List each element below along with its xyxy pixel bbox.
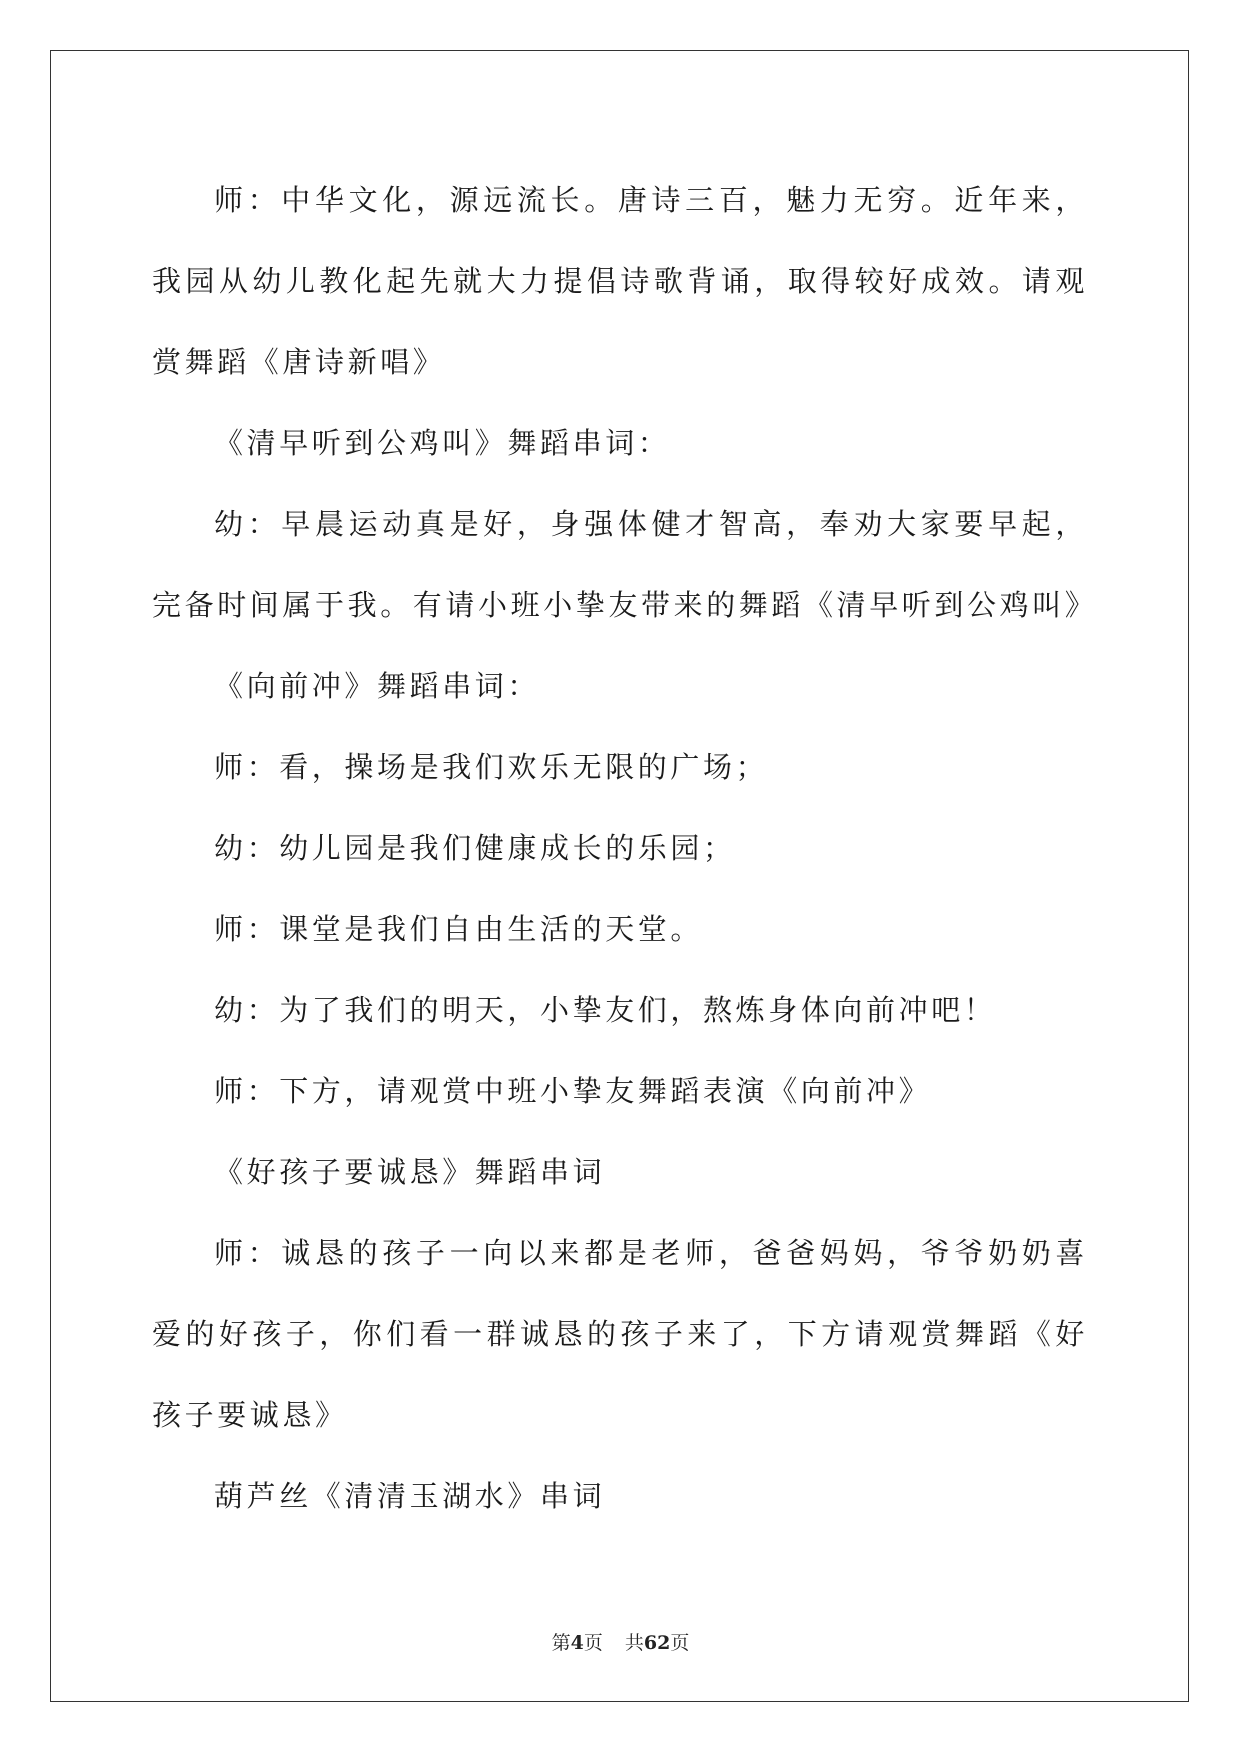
footer-page-word: 页 xyxy=(583,1632,603,1654)
page-footer xyxy=(0,1628,1241,1655)
paragraph-line: 师：下方，请观赏中班小挚友舞蹈表演《向前冲》 xyxy=(214,1074,932,1108)
paragraph-intro-tang-poetry: 师：中华文化，源远流长。唐诗三百，魅力无穷。近年来，我园从幼儿教化起先就大力提倡诗歌背诵，取得较好成效。请观赏舞蹈《唐诗新唱》 xyxy=(152,183,1088,379)
heading-hulusi-piece: 葫芦丝《清清玉湖水》串词 xyxy=(214,1479,606,1513)
footer-total-prefix: 共 xyxy=(624,1632,644,1654)
total-pages-number: 62 xyxy=(643,1632,671,1654)
footer-prefix: 第 xyxy=(551,1632,571,1654)
document-body xyxy=(152,160,1098,1537)
heading-rooster-dance: 《清早听到公鸡叫》舞蹈串词： xyxy=(214,426,671,460)
paragraph-honest-child-dance: 师：诚恳的孩子一向以来都是老师，爸爸妈妈，爷爷奶奶喜爱的好孩子，你们看一群诚恳的孩子来了，下方请观赏舞蹈《好孩子要诚恳》 xyxy=(152,1236,1088,1432)
heading-forward-dance: 《向前冲》舞蹈串词： xyxy=(214,669,541,703)
current-page-number: 4 xyxy=(570,1632,584,1654)
heading-honest-child-dance: 《好孩子要诚恳》舞蹈串词 xyxy=(214,1155,606,1189)
paragraph-line: 幼：幼儿园是我们健康成长的乐园； xyxy=(214,831,736,865)
paragraph-rooster-dance: 幼：早晨运动真是好，身强体健才智高，奉劝大家要早起，完备时间属于我。有请小班小挚友带来的舞蹈《清早听到公鸡叫》 xyxy=(152,507,1098,622)
paragraph-line: 幼：为了我们的明天，小挚友们，熬炼身体向前冲吧！ xyxy=(214,993,997,1027)
paragraph-line: 师：看，操场是我们欢乐无限的广场； xyxy=(214,750,769,784)
paragraph-line: 师：课堂是我们自由生活的天堂。 xyxy=(214,912,704,946)
footer-total-suffix: 页 xyxy=(670,1632,690,1654)
